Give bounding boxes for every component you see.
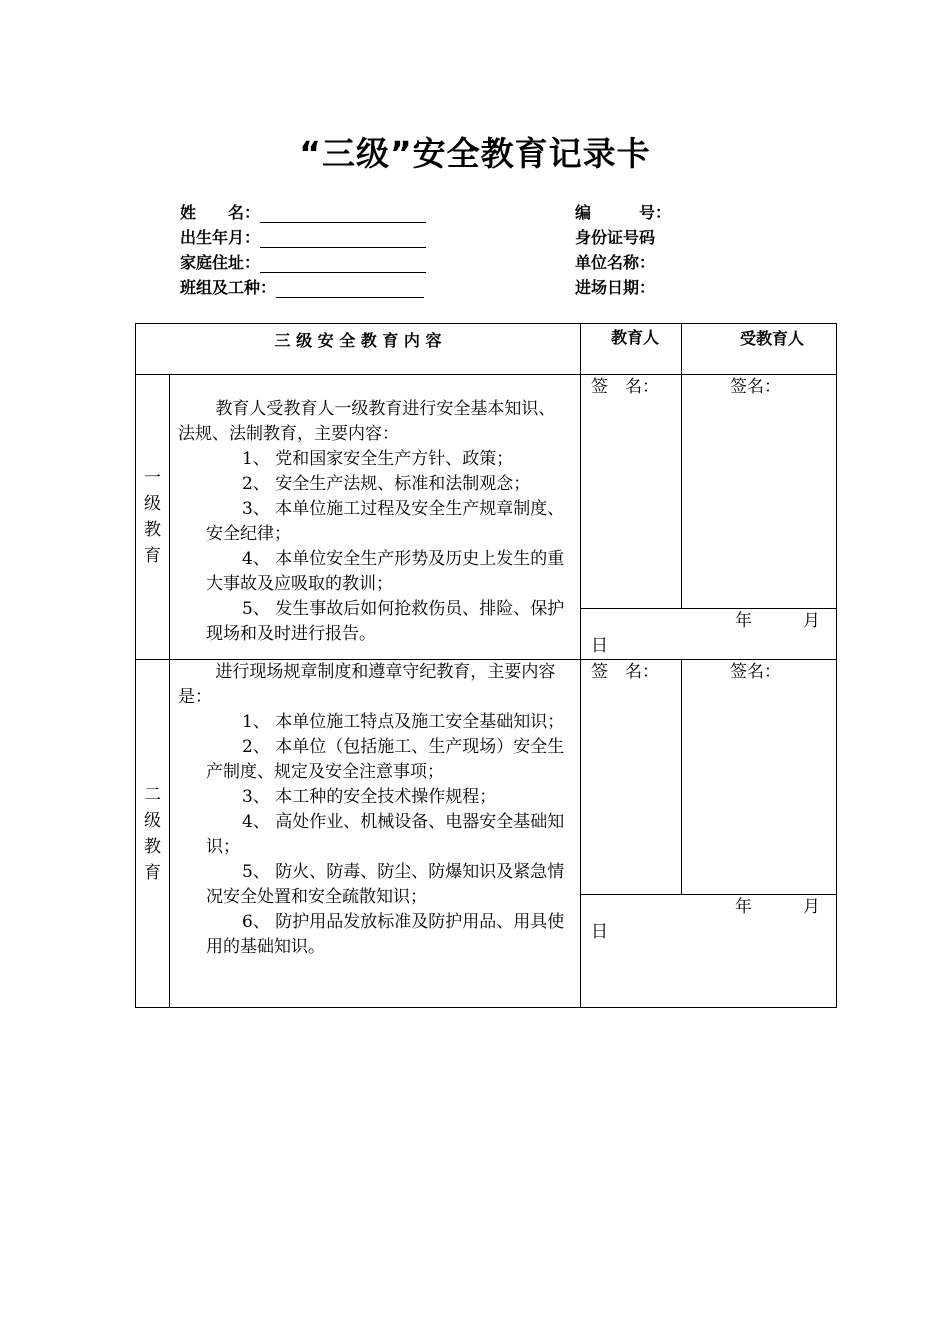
level2-item: 6、 防护用品发放标准及防护用品、用具使用的基础知识。	[206, 912, 565, 957]
level2-item: 3、 本工种的安全技术操作规程；	[242, 787, 497, 807]
level1-date: 年 月 日	[581, 609, 837, 660]
education-table	[135, 323, 871, 1008]
id-label: 身份证号码	[575, 228, 656, 247]
birth-label: 出生年月：	[180, 228, 261, 247]
header-trainee: 受教育人	[682, 324, 837, 375]
name-label: 姓 名：	[180, 203, 261, 222]
unit-field	[575, 253, 655, 273]
level1-item: 2、 安全生产法规、标准和法制观念；	[242, 474, 531, 494]
id-field	[575, 228, 655, 248]
level1-educator-signature: 签 名：	[581, 375, 682, 609]
level1-intro: 教育人受教育人一级教育进行安全基本知识、法规、法制教育，主要内容：	[178, 399, 556, 444]
address-label: 家庭住址：	[180, 253, 261, 272]
level2-item: 1、 本单位施工特点及施工安全基础知识；	[242, 712, 565, 732]
level1-trainee-signature: 签名：	[682, 375, 837, 609]
level2-item: 4、 高处作业、机械设备、电器安全基础知识；	[206, 812, 565, 857]
birth-field	[180, 228, 426, 248]
name-line	[260, 206, 426, 223]
level2-date: 年 月 日	[581, 895, 837, 1008]
level1-label: 一级教育	[136, 375, 170, 660]
address-field	[180, 253, 426, 273]
name-field	[180, 203, 426, 223]
birth-line	[260, 231, 426, 248]
entry-label: 进场日期：	[575, 278, 656, 297]
level1-item: 5、 发生事故后如何抢救伤员、排险、保护现场和及时进行报告。	[206, 599, 565, 644]
team-line	[276, 281, 424, 298]
team-field	[180, 278, 424, 298]
level1-sign-row	[136, 375, 837, 609]
team-label: 班组及工种：	[180, 278, 277, 297]
header-educator: 教育人	[581, 324, 682, 375]
level1-content	[170, 375, 581, 660]
level2-label: 二级教育	[136, 660, 170, 1008]
level2-item: 5、 防火、防毒、防尘、防爆知识及紧急情况安全处置和安全疏散知识；	[206, 862, 565, 907]
header-row	[136, 324, 837, 375]
entry-field	[575, 278, 655, 298]
level2-trainee-signature: 签名：	[682, 660, 837, 895]
header-content: 三 级 安 全 教 育 内 容	[136, 324, 581, 375]
level2-item: 2、 本单位（包括施工、生产现场）安全生产制度、规定及安全注意事项；	[206, 737, 565, 782]
level1-item: 3、 本单位施工过程及安全生产规章制度、安全纪律；	[206, 499, 565, 544]
level2-educator-signature: 签 名：	[581, 660, 682, 895]
address-line	[260, 256, 426, 273]
page-title: “三级”安全教育记录卡	[299, 134, 651, 173]
level2-content	[170, 660, 581, 1008]
level1-item: 1、 党和国家安全生产方针、政策；	[242, 449, 514, 469]
level2-intro: 进行现场规章制度和遵章守纪教育，主要内容是：	[178, 662, 556, 707]
level1-item: 4、 本单位安全生产形势及历史上发生的重大事故及应吸取的教训；	[206, 549, 565, 594]
unit-label: 单位名称：	[575, 253, 656, 272]
number-field	[575, 203, 671, 223]
number-label: 编 号：	[575, 203, 672, 222]
level2-sign-row	[136, 660, 837, 895]
